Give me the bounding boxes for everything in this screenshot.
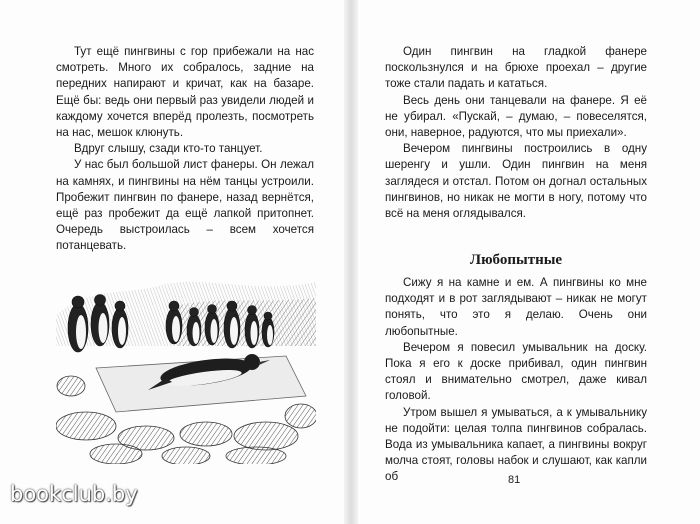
paragraph: Один пингвин на гладкой фанере поскользнулся и на брюхе проехал – другие тоже стали падать и кататься. (385, 45, 647, 91)
page-number: 81 (508, 474, 521, 486)
chapter-heading: Любопытные (469, 252, 563, 268)
paragraph: Вечером пингвины построились в одну шеренгу и ушли. Один пингвин на меня заглядеся и отстал. Потом он догнал остальных пингвинов, но никак не могти в ногу, потому что всё на меня оглядывался. (385, 142, 647, 221)
penguins-illustration (56, 276, 316, 464)
right-page-text-top (385, 44, 647, 222)
paragraph: У нас был большой лист фанеры. Он лежал на камнях, и пингвины на нём танцы устроили. Пробежит пингвин по фанере, назад вернётся, ещё раз пробежит да ещё лапкой притопнет. Очередь выстроилась – всем хочется потанцевать. (56, 158, 314, 253)
paragraph: Утром вышел я умываться, а к умывальнику не подойти: целая толпа пингвинов собралась. Вода из умывальника капает, а пингвины вокруг молча стоят, головы набок и слушают, как капли об (385, 405, 647, 484)
book-gutter (344, 0, 358, 524)
paragraph: Сижу я на камне и ем. А пингвины ко мне подходят и в рот заглядывают – никак не могут понять, что это я делаю. Очень они любопытные. (385, 276, 647, 338)
paragraph: Тут ещё пингвины с гор прибежали на нас смотреть. Много их собралось, задние на передних напирают и кричат, как на базаре. Ещё бы: ведь они первый раз увидели людей и каждому хочется вперёд пролезть, посмотреть на нас, мешок клюнуть. (56, 45, 314, 140)
paragraph: Вечером я повесил умывальник на доску. Пока я его к доске прибивал, один пингвин стоял и внимательно смотрел, даже кивал головой. (385, 340, 647, 403)
watermark: bookclub.by (10, 482, 138, 506)
paragraph: Вдруг слышу, сзади кто-то танцует. (74, 142, 263, 156)
left-page-text (56, 44, 314, 255)
right-page-text-bottom (385, 275, 647, 486)
paragraph: Весь день они танцевали на фанере. Я её не убирал. «Пускай, – думаю, – повеселятся, они, наверное, радуются, что мы приехали». (385, 93, 647, 140)
